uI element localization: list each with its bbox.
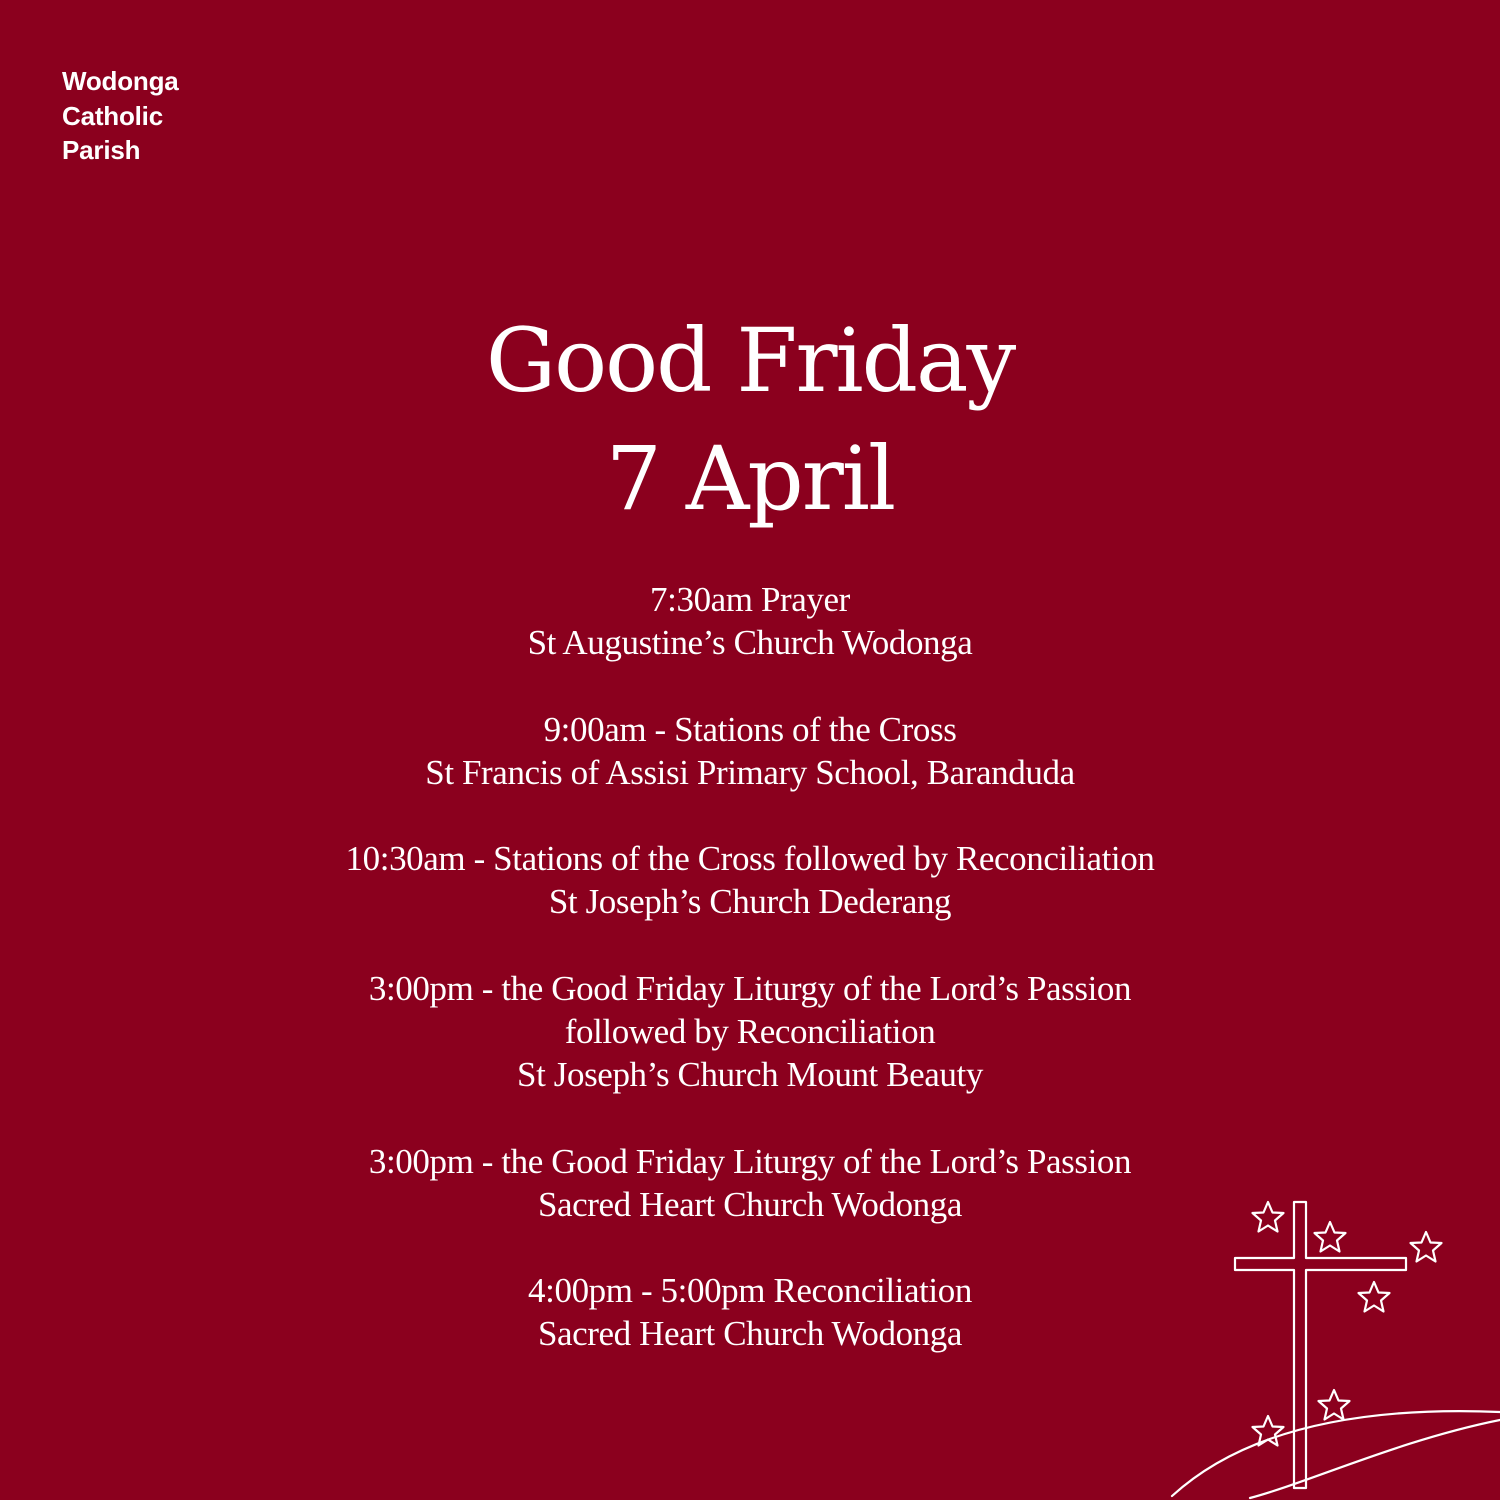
event-detail: followed by Reconciliation [564, 1011, 936, 1051]
event-time: 9:00am - Stations of the Cross [543, 709, 957, 749]
logo-line-3: Parish [62, 135, 141, 165]
event-location: Sacred Heart Church Wodonga [537, 1314, 963, 1354]
event-time: 10:30am - Stations of the Cross followed by Reconciliation [345, 839, 1155, 879]
event-time: 4:00pm - 5:00pm Reconciliation [528, 1271, 972, 1311]
star-icon [1319, 1390, 1350, 1420]
event-location: St Joseph’s Church Dederang [548, 882, 952, 922]
logo-line-1: Wodonga [62, 66, 179, 96]
event-time: 3:00pm - the Good Friday Liturgy of the Lord’s Passion [368, 1141, 1132, 1181]
star-icon [1359, 1282, 1390, 1312]
logo-line-2: Catholic [62, 100, 163, 131]
schedule-item [0, 578, 1500, 664]
hill-curve [1172, 1411, 1500, 1496]
star-icon [1411, 1232, 1442, 1262]
hill-curve [1250, 1420, 1500, 1498]
event-location: St Augustine’s Church Wodonga [527, 623, 973, 663]
event-location: St Joseph’s Church Mount Beauty [517, 1055, 983, 1095]
schedule-item [0, 967, 1500, 1097]
schedule-item [0, 708, 1500, 794]
star-icon [1253, 1416, 1284, 1446]
event-location: St Francis of Assisi Primary School, Barandudа [425, 752, 1075, 792]
page-title [0, 302, 1500, 538]
star-icon [1253, 1202, 1284, 1232]
title-date: 7 April [605, 427, 895, 530]
title-day: Good Friday [485, 309, 1015, 412]
event-time: 3:00pm - the Good Friday Liturgy of the Lord’s Passion [368, 968, 1132, 1008]
parish-logo [62, 64, 179, 168]
event-location: Sacred Heart Church Wodonga [537, 1184, 963, 1224]
cross-with-stars-icon [1160, 1190, 1500, 1500]
schedule-item [0, 837, 1500, 923]
star-icon [1315, 1222, 1346, 1252]
event-time: 7:30am Prayer [650, 580, 850, 619]
